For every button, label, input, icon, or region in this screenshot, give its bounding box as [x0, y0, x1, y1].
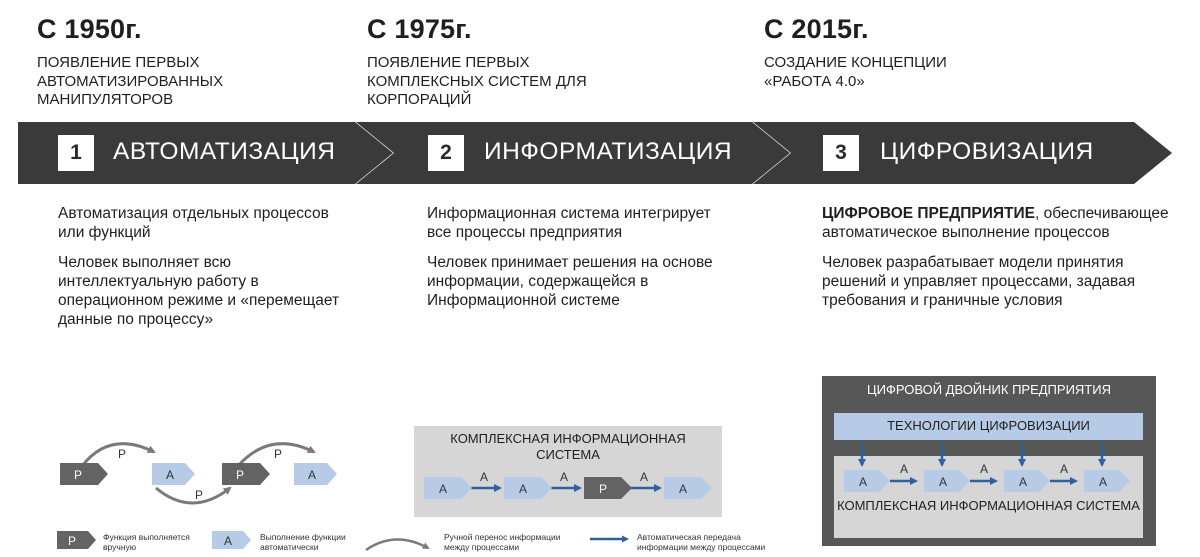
stage-1-caption-line: ПОЯВЛЕНИЕ ПЕРВЫХ: [37, 54, 200, 71]
stage-3-number: 3: [823, 135, 859, 171]
digital-twin-title: ЦИФРОВОЙ ДВОЙНИК ПРЕДПРИЯТИЯ: [867, 382, 1111, 397]
stage-1-caption-line: АВТОМАТИЗИРОВАННЫХ: [37, 72, 224, 90]
stage-3-year: С 2015г.: [764, 14, 869, 44]
legend-symbol: А: [224, 534, 233, 548]
node-label: Р: [236, 468, 245, 482]
stage-1-description: [58, 204, 348, 340]
stage-1-year: С 1950г.: [37, 14, 142, 44]
arrow-label: А: [1060, 462, 1069, 476]
description-text: Информационная система интегрирует все процессы предприятия: [427, 205, 711, 241]
description-paragraph: [58, 253, 348, 329]
node-label: А: [1019, 475, 1028, 489]
kis-diagram: [414, 470, 722, 510]
legend-manual-node: [57, 531, 96, 549]
stage-1-title: АВТОМАТИЗАЦИЯ: [113, 138, 336, 165]
description-text: Автоматизация отдельных процессов или функций: [58, 205, 329, 241]
legend-auto-label: Выполнение функции автоматически: [260, 532, 346, 552]
stage-1-caption: [37, 54, 337, 110]
stage-3-title: ЦИФРОВИЗАЦИЯ: [880, 138, 1094, 165]
description-text: Человек принимает решения на основе информации, содержащейся в Информационной системе: [427, 254, 713, 309]
stage-2-title: ИНФОРМАТИЗАЦИЯ: [484, 138, 733, 165]
description-text: Человек разрабатывает модели принятия решений и управляет процессами, задавая требования и граничные условия: [822, 254, 1136, 309]
arrow-label: А: [480, 470, 489, 484]
description-paragraph: [822, 253, 1172, 310]
automation-diagram: [40, 430, 400, 520]
description-text: Человек выполняет всю интеллектуальную работу в операционном режиме и «перемещает данные по процессу»: [58, 254, 340, 328]
description-paragraph: [427, 253, 717, 310]
tech-bar: [834, 413, 1143, 440]
auto-node: [504, 477, 552, 499]
arc-label: Р: [195, 488, 204, 502]
stage-2-caption-line: КОМПЛЕКСНЫХ СИСТЕМ ДЛЯ: [367, 72, 587, 90]
inner-kis-title-text: КОМПЛЕКСНАЯ ИНФОРМАЦИОННАЯ СИСТЕМА: [837, 498, 1140, 513]
legend-manual-arc: [366, 539, 428, 550]
stage-3-description: [822, 204, 1172, 321]
legend-manual-transfer-label: Ручной перенос информации между процессами: [444, 532, 561, 552]
description-text: , обеспечивающее автоматическое выполнение процессов: [822, 205, 1169, 241]
node-label: А: [679, 482, 688, 496]
description-paragraph: [822, 204, 1172, 242]
legend-auto-transfer-label: Автоматическая передача информации между процессами: [637, 532, 766, 552]
arrow-label: А: [980, 462, 989, 476]
node-label: А: [859, 475, 868, 489]
node-label: А: [519, 482, 528, 496]
manual-node: [222, 463, 270, 485]
stage-3-caption-line: СОЗДАНИЕ КОНЦЕПЦИИ: [764, 54, 947, 71]
arc-label: Р: [274, 447, 283, 461]
node-label: А: [308, 468, 317, 482]
auto-node: [664, 477, 712, 499]
node-label: А: [1099, 475, 1108, 489]
node-label: Р: [599, 482, 608, 496]
legend-symbol: Р: [68, 534, 77, 548]
manual-node: [60, 463, 108, 485]
stage-2-number: 2: [428, 135, 464, 171]
stage-3-caption: [764, 54, 1064, 91]
auto-node: [424, 477, 472, 499]
stage-2-description: [427, 204, 717, 321]
node-label: А: [439, 482, 448, 496]
stage-3-caption-line: «РАБОТА 4.0»: [764, 72, 865, 90]
node-label: А: [166, 468, 175, 482]
legend-manual-label: Функция выполняется вручную: [103, 532, 190, 552]
arrow-label: А: [900, 462, 909, 476]
node-label: Р: [74, 468, 83, 482]
tech-bar-label: ТЕХНОЛОГИИ ЦИФРОВИЗАЦИИ: [887, 418, 1090, 433]
description-paragraph: [58, 204, 348, 242]
description-paragraph: [427, 204, 717, 242]
stage-1-caption-line: МАНИПУЛЯТОРОВ: [37, 91, 174, 108]
stage-2-caption: [367, 54, 667, 110]
manual-transfer-arc: [156, 488, 230, 503]
stage-1-number: 1: [58, 135, 94, 171]
stage-2-year: С 1975г.: [367, 14, 472, 44]
manual-node: [584, 477, 632, 499]
arrow-label: А: [640, 470, 649, 484]
arrow-label: А: [560, 470, 569, 484]
inner-kis-title: [834, 498, 1143, 514]
arc-label: Р: [118, 447, 127, 461]
description-bold: ЦИФРОВОЕ ПРЕДПРИЯТИЕ: [822, 205, 1035, 222]
stage-2-caption-line: КОРПОРАЦИЙ: [367, 91, 472, 108]
stage-2-caption-line: ПОЯВЛЕНИЕ ПЕРВЫХ: [367, 54, 530, 71]
digital-twin-diagram: [822, 440, 1156, 500]
kis-title: КОМПЛЕКСНАЯ ИНФОРМАЦИОННАЯ СИСТЕМА: [450, 431, 686, 462]
node-label: А: [939, 475, 948, 489]
